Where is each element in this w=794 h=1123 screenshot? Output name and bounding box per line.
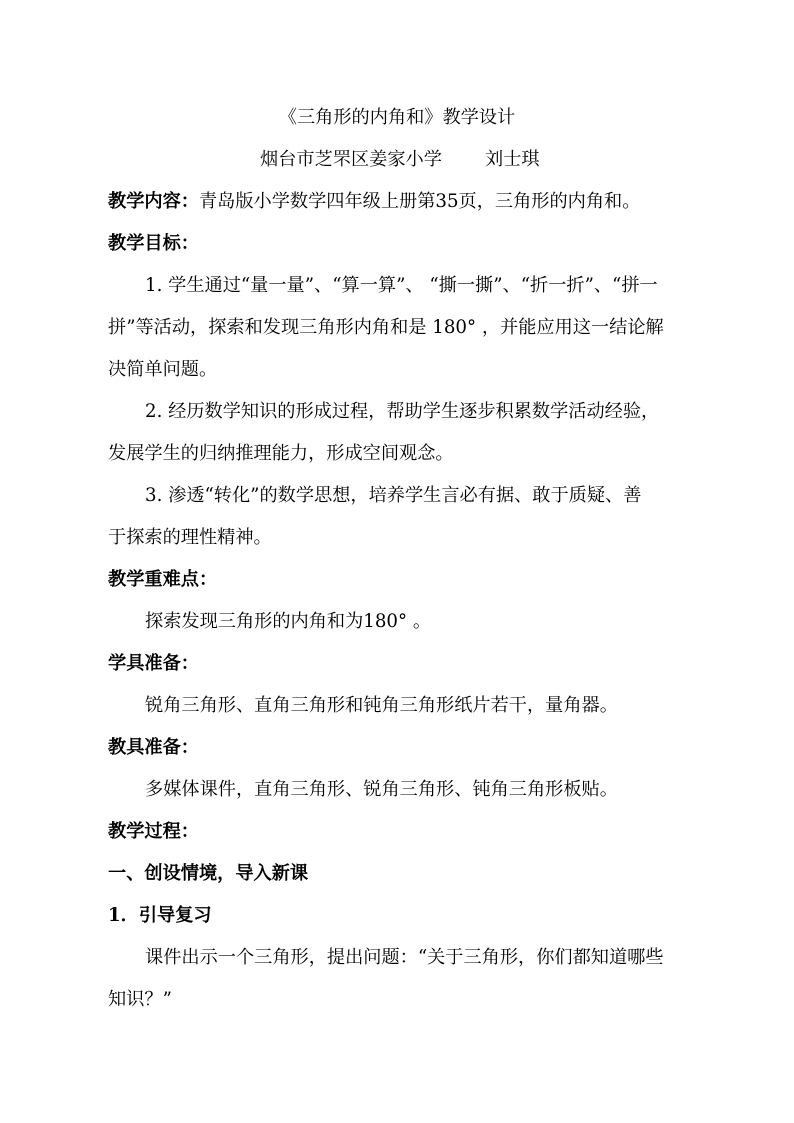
goal3-line1: 3. 渗透“转化”的数学思想，培养学生言必有据、敢于质疑、善 bbox=[145, 485, 642, 506]
section1-heading: 一、创设情境，导入新课 bbox=[108, 863, 309, 884]
goal1-line1: 1. 学生通过“量一量”、“算一算”、 “撕一撕”、“折一折”、“拼一 bbox=[145, 275, 658, 296]
process-heading: 教学过程： bbox=[108, 821, 199, 842]
goal3-line2: 于探索的理性精神。 bbox=[108, 527, 272, 548]
student-tools-heading: 学具准备： bbox=[108, 653, 199, 674]
content-text: 青岛版小学数学四年级上册第35页，三角形的内角和。 bbox=[198, 191, 641, 212]
key-points-text: 探索发现三角形的内角和为180° 。 bbox=[145, 611, 432, 632]
author-school: 烟台市芝罘区姜家小学 bbox=[260, 149, 442, 170]
student-tools-text: 锐角三角形、直角三角形和钝角三角形纸片若干，量角器。 bbox=[145, 695, 618, 716]
content-line bbox=[108, 190, 640, 214]
document-title: 《三角形的内角和》教学设计 bbox=[278, 107, 516, 128]
subsection1-line2: 知识？” bbox=[108, 989, 172, 1010]
goal2-line1: 2. 经历数学知识的形成过程，帮助学生逐步积累数学活动经验， bbox=[145, 401, 660, 422]
subsection1-heading: 1．引导复习 bbox=[108, 905, 212, 926]
goal1-line2: 拼”等活动，探索和发现三角形内角和是 180° ，并能应用这一结论解 bbox=[108, 317, 664, 338]
goals-heading: 教学目标： bbox=[108, 233, 199, 254]
goal2-line2: 发展学生的归纳推理能力，形成空间观念。 bbox=[108, 443, 454, 464]
teacher-tools-heading: 教具准备： bbox=[108, 737, 199, 758]
key-points-heading: 教学重难点： bbox=[108, 569, 218, 590]
content-heading: 教学内容： bbox=[108, 191, 199, 212]
teacher-tools-text: 多媒体课件，直角三角形、锐角三角形、钝角三角形板贴。 bbox=[145, 779, 618, 800]
author-name: 刘士琪 bbox=[485, 149, 540, 170]
subsection1-line1: 课件出示一个三角形，提出问题：“关于三角形，你们都知道哪些 bbox=[145, 947, 664, 968]
goal1-line3: 决简单问题。 bbox=[108, 359, 218, 380]
